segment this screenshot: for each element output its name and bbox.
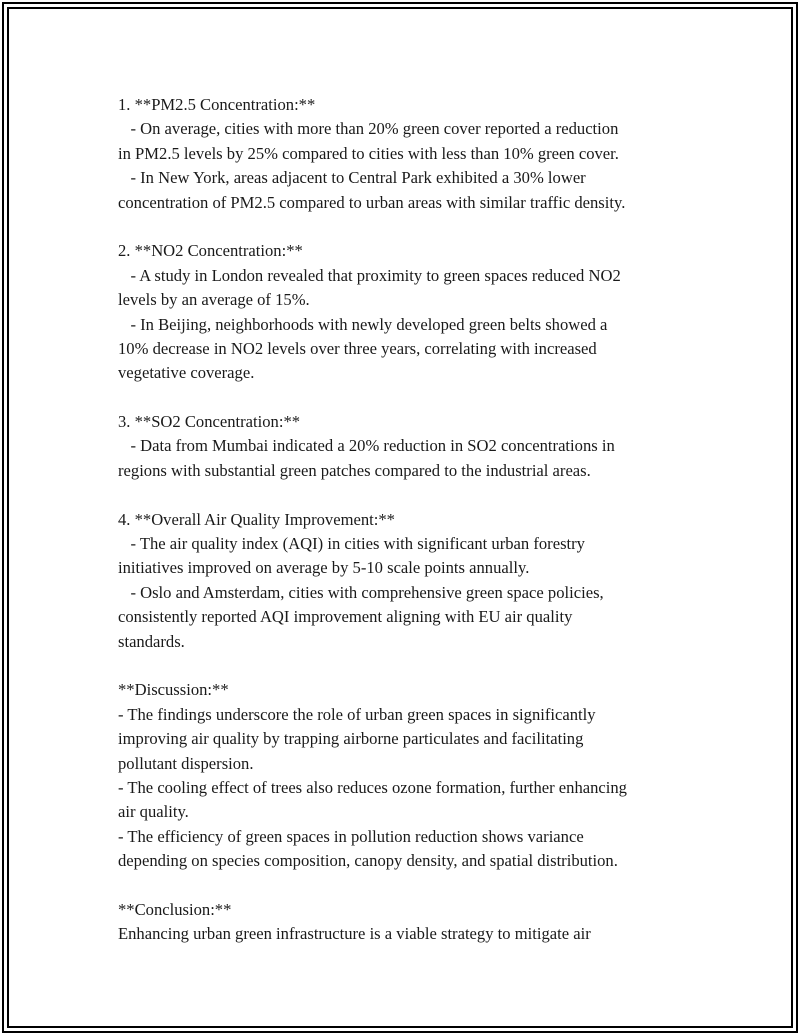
- text-line: regions with substantial green patches compared to the industrial areas.: [118, 460, 591, 480]
- text-line: pollutant dispersion.: [118, 753, 254, 773]
- text-line: depending on species composition, canopy density, and spatial distribution.: [118, 851, 618, 871]
- text-line: - Data from Mumbai indicated a 20% reduction in SO2 concentrations in: [118, 436, 615, 456]
- text-line: 4. **Overall Air Quality Improvement:**: [118, 509, 395, 529]
- text-line: - The cooling effect of trees also reduces ozone formation, further enhancing: [118, 777, 627, 797]
- text-line: 10% decrease in NO2 levels over three years, correlating with increased: [118, 338, 597, 358]
- text-line: improving air quality by trapping airborne particulates and facilitating: [118, 729, 584, 749]
- text-line: - A study in London revealed that proximity to green spaces reduced NO2: [118, 265, 621, 285]
- text-line: air quality.: [118, 802, 189, 822]
- text-line: 1. **PM2.5 Concentration:**: [118, 95, 316, 114]
- document-body: [118, 93, 688, 947]
- text-line: **Discussion:**: [118, 680, 229, 700]
- text-line: - The air quality index (AQI) in cities with significant urban forestry: [118, 534, 585, 554]
- text-line: **Conclusion:**: [118, 899, 232, 919]
- text-line: - In Beijing, neighborhoods with newly developed green belts showed a: [118, 314, 608, 334]
- blank-line: [118, 874, 688, 898]
- text-line: 2. **NO2 Concentration:**: [118, 241, 303, 261]
- text-line: concentration of PM2.5 compared to urban areas with similar traffic density.: [118, 192, 626, 212]
- text-line: 3. **SO2 Concentration:**: [118, 412, 301, 432]
- text-line: - On average, cities with more than 20% green cover reported a reduction: [118, 119, 619, 139]
- text-line: - The findings underscore the role of urban green spaces in significantly: [118, 704, 596, 724]
- blank-line: [118, 386, 688, 410]
- blank-line: [118, 483, 688, 507]
- blank-line: [118, 654, 688, 678]
- text-line: consistently reported AQI improvement aligning with EU air quality: [118, 607, 573, 627]
- text-line: in PM2.5 levels by 25% compared to cities with less than 10% green cover.: [118, 143, 619, 163]
- text-line: initiatives improved on average by 5-10 scale points annually.: [118, 558, 530, 578]
- text-line: standards.: [118, 631, 185, 651]
- text-line: - The efficiency of green spaces in pollution reduction shows variance: [118, 826, 584, 846]
- blank-line: [118, 215, 688, 239]
- text-line: levels by an average of 15%.: [118, 290, 310, 310]
- text-line: Enhancing urban green infrastructure is a viable strategy to mitigate air: [118, 924, 591, 944]
- text-line: - Oslo and Amsterdam, cities with comprehensive green space policies,: [118, 582, 604, 602]
- text-line: - In New York, areas adjacent to Central Park exhibited a 30% lower: [118, 168, 586, 188]
- text-line: vegetative coverage.: [118, 363, 255, 383]
